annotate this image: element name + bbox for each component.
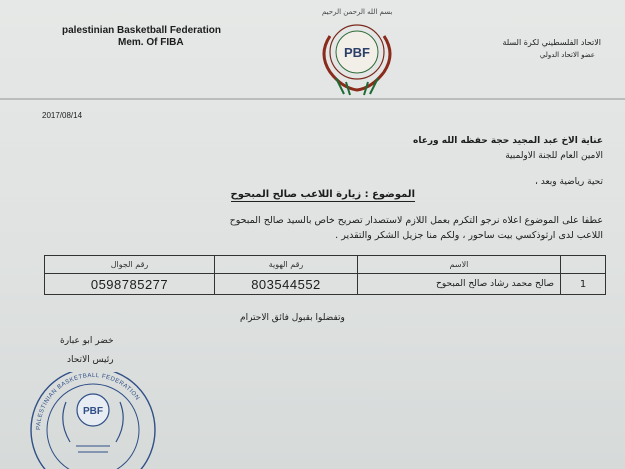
player-mobile: 0598785277 (45, 274, 215, 295)
closing-line: وتفضلوا بقبول فائق الاحترام (240, 313, 345, 323)
fiba-membership-en: Mem. Of FIBA (118, 37, 184, 48)
logo-text: PBF (344, 45, 370, 60)
player-table (44, 255, 606, 295)
basmala: بسم الله الرحمن الرحيم (322, 8, 393, 16)
federation-name-en: palestinian Basketball Federation (62, 25, 221, 36)
table-header-mobile: رقم الجوال (45, 256, 215, 274)
signatory-name: خضر ابو عبارة (60, 336, 114, 346)
recipient-title: الامين العام للجنة الاولمبية (505, 151, 603, 161)
table-row (45, 274, 606, 295)
federation-name-ar: الاتحاد الفلسطيني لكرة السلة (502, 38, 601, 47)
table-header-index (561, 256, 606, 274)
stamp-logo-text: PBF (83, 406, 103, 417)
table-header-name: الاسم (358, 256, 561, 274)
player-id-number: 803544552 (215, 274, 358, 295)
table-header-row (45, 256, 606, 274)
greeting: تحية رياضية وبعد ، (534, 177, 603, 187)
body-line-2: اللاعب لدى ارثوذكسي بيت ساحور ، ولكم منا جزيل الشكر والتقدير . (335, 230, 603, 241)
pbf-logo (310, 14, 405, 96)
header-divider (0, 98, 625, 100)
federation-stamp (18, 372, 168, 469)
player-name: صالح محمد رشاد صالح المبحوح (358, 274, 561, 295)
stamp-ring-text: PALESTINIAN BASKETBALL FEDERATION (35, 372, 141, 431)
body-line-1: عطفا على الموضوع اعلاه نرجو التكرم بعمل اللازم لاستصدار تصريح خاص بالسيد صالح المبحوح (229, 215, 603, 226)
letter-date: 2017/08/14 (42, 111, 83, 120)
row-index: 1 (561, 274, 606, 295)
signatory-title: رئيس الاتحاد (67, 355, 114, 365)
recipient-name: عناية الاخ عبد المجيد حجة حفظه الله ورعاه (413, 136, 603, 146)
table-header-id: رقم الهوية (215, 256, 358, 274)
subject-line: الموضوع : زيارة اللاعب صالح المبحوح (230, 189, 415, 200)
fiba-membership-ar: عضو الاتحاد الدولي (539, 51, 595, 59)
